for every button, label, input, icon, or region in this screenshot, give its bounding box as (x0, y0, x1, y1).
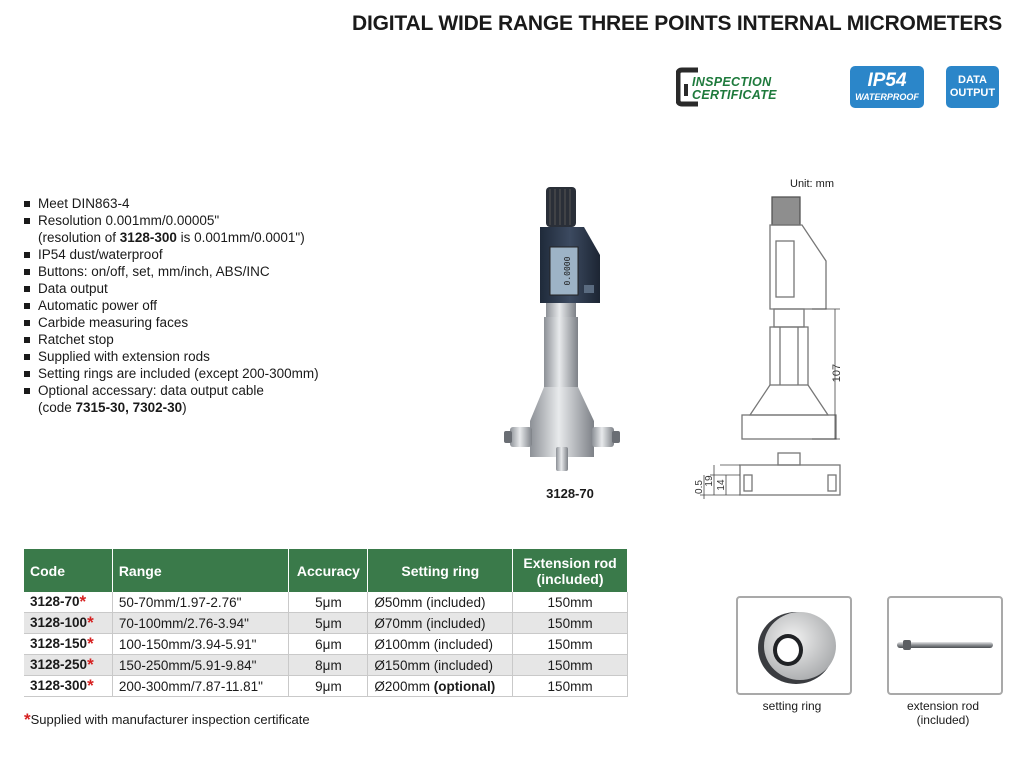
setting-ring-card (736, 596, 852, 695)
cell-code (24, 592, 112, 613)
extension-rod-label-line2: (included) (916, 713, 970, 727)
cell-range: 100-150mm/3.94-5.91" (112, 634, 289, 655)
ring-text: Ø150mm (included) (374, 657, 493, 673)
ring-text: Ø100mm (included) (374, 636, 493, 652)
table-header-row (24, 549, 628, 592)
dim-14: 14 (716, 479, 727, 491)
cell-rod: 150mm (513, 655, 628, 676)
feature-item (22, 229, 412, 246)
table-row (24, 676, 628, 697)
header-setting-ring: Setting ring (368, 549, 513, 592)
technical-drawing (680, 175, 870, 515)
table-row (24, 613, 628, 634)
dim-107: 107 (831, 363, 843, 383)
micrometer-photo (500, 185, 630, 475)
code-text: 3128-70 (30, 594, 80, 609)
code-text: 3128-150 (30, 636, 88, 651)
data-line-2: OUTPUT (949, 87, 996, 99)
cell-accuracy: 5μm (289, 592, 368, 613)
svg-text:0.0000: 0.0000 (563, 256, 572, 286)
cell-accuracy: 6μm (289, 634, 368, 655)
data-line-1: DATA (958, 74, 987, 86)
star-mark: * (79, 592, 87, 611)
header-extension-rod-line2: (included) (536, 570, 604, 587)
cell-rod: 150mm (513, 592, 628, 613)
cell-rod: 150mm (513, 613, 628, 634)
cell-ring (368, 613, 513, 634)
table-row (24, 592, 628, 613)
cell-range: 70-100mm/2.76-3.94" (112, 613, 289, 634)
footnote-text: Supplied with manufacturer inspection certificate (30, 712, 310, 727)
ring-extra: (optional) (433, 678, 496, 694)
extension-rod-image (889, 598, 1001, 693)
feature-text: is 0.001mm/0.0001") (176, 230, 305, 245)
code-text: 3128-100 (30, 615, 88, 630)
waterproof-text: WATERPROOF (855, 92, 919, 102)
star-mark: * (87, 676, 94, 695)
setting-ring-label: setting ring (762, 699, 822, 713)
dim-0-5: 0.5 (694, 480, 705, 494)
feature-item: Meet DIN863-4 (22, 195, 412, 212)
feature-item (22, 399, 412, 416)
cell-ring (368, 676, 513, 697)
feature-text: (code (38, 400, 76, 415)
cell-range: 200-300mm/7.87-11.81" (112, 676, 289, 697)
feature-code: 7315-30, 7302-30 (75, 400, 183, 415)
footnote-star: * (24, 710, 31, 729)
cell-ring (368, 634, 513, 655)
data-output-badge (946, 66, 999, 108)
feature-list (22, 195, 412, 416)
table-row (24, 634, 628, 655)
setting-ring-image (738, 598, 850, 693)
unit-label: Unit: mm (790, 178, 834, 190)
header-range: Range (112, 549, 289, 592)
feature-item: Setting rings are included (except 200-300mm) (22, 365, 412, 382)
inspection-certificate-badge (676, 66, 806, 108)
feature-item: Supplied with extension rods (22, 348, 412, 365)
cell-code (24, 655, 112, 676)
cell-rod: 150mm (513, 634, 628, 655)
header-extension-rod (513, 549, 628, 592)
footnote (24, 710, 310, 730)
extension-rod-label (873, 699, 1013, 727)
cell-rod: 150mm (513, 676, 628, 697)
cell-accuracy: 5μm (289, 613, 368, 634)
extension-rod-label-line1: extension rod (906, 699, 980, 713)
feature-item: Data output (22, 280, 412, 297)
ip54-text: IP54 (867, 70, 907, 91)
page-title: DIGITAL WIDE RANGE THREE POINTS INTERNAL MICROMETERS (352, 12, 1002, 35)
cell-range: 50-70mm/1.97-2.76" (112, 592, 289, 613)
table-row (24, 655, 628, 676)
ring-text: Ø200mm (374, 678, 434, 694)
feature-text: (resolution of (38, 230, 120, 245)
ring-text: Ø70mm (included) (374, 615, 486, 631)
cell-code (24, 613, 112, 634)
cell-accuracy: 9μm (289, 676, 368, 697)
cert-line-2: CERTIFICATE (692, 88, 777, 102)
feature-item: Carbide measuring faces (22, 314, 412, 331)
spec-table (24, 549, 628, 697)
cell-code (24, 634, 112, 655)
star-mark: * (87, 613, 94, 632)
ip54-badge (850, 66, 924, 108)
feature-item: Resolution 0.001mm/0.00005" (22, 212, 412, 229)
star-mark: * (87, 634, 94, 653)
cell-range: 150-250mm/5.91-9.84" (112, 655, 289, 676)
photo-caption: 3128-70 (546, 486, 594, 501)
feature-code: 3128-300 (119, 230, 177, 245)
extension-rod-card (887, 596, 1003, 695)
feature-item: Optional accessary: data output cable (22, 382, 412, 399)
cell-ring (368, 592, 513, 613)
feature-item: Ratchet stop (22, 331, 412, 348)
dim-19: 19 (704, 475, 715, 487)
code-text: 3128-250 (30, 657, 88, 672)
feature-item: Buttons: on/off, set, mm/inch, ABS/INC (22, 263, 412, 280)
feature-item: Automatic power off (22, 297, 412, 314)
feature-text: ) (182, 400, 187, 415)
cert-line-1: INSPECTION (692, 75, 772, 89)
star-mark: * (87, 655, 94, 674)
code-text: 3128-300 (30, 678, 88, 693)
cell-accuracy: 8μm (289, 655, 368, 676)
header-code: Code (24, 549, 112, 592)
header-accuracy: Accuracy (289, 549, 368, 592)
feature-item: IP54 dust/waterproof (22, 246, 412, 263)
cell-code (24, 676, 112, 697)
ring-text: Ø50mm (included) (374, 594, 486, 610)
header-extension-rod-line1: Extension rod (523, 554, 617, 571)
cell-ring (368, 655, 513, 676)
